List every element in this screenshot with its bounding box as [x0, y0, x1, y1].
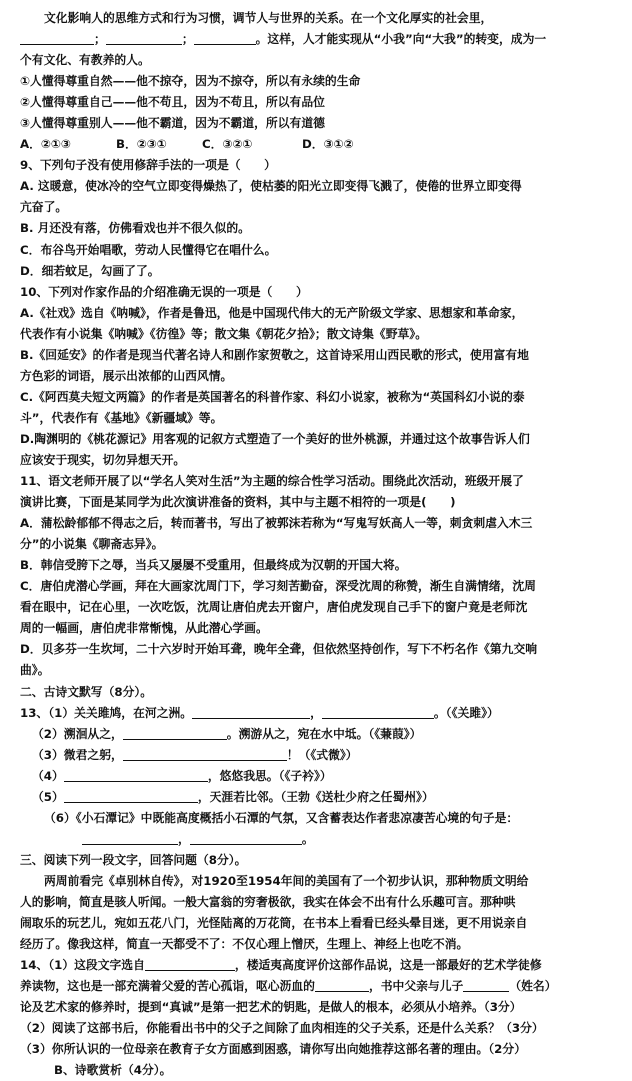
answer-blank[interactable] [145, 957, 235, 971]
question-9-option-b: B. 月还没有落，仿佛看戏也并不很久似的。 [20, 221, 250, 236]
question-10-option-d: D.陶渊明的《桃花源记》用客观的记叙方式塑造了一个美好的世外桃源，并通过这个故事告诉人们 [20, 431, 530, 446]
question-10-option-c: 斗”，代表作有《基地》《新疆域》等。 [20, 410, 223, 425]
question-10-option-c: C.《阿西莫夫短文两篇》的作者是英国著名的科普作家、科幻小说家，被称为“英国科幻小说的泰 [20, 389, 525, 404]
question-10-option-a: A.《社戏》选自《呐喊》，作者是鲁迅，他是中国现代伟大的无产阶级文学家、思想家和革命家， [20, 305, 524, 320]
question-11-option-d: D．贝多芬一生坎坷，二十六岁时开始耳聋，晚年全聋，但依然坚持创作，写下不朽名作《第九交响 [20, 642, 538, 657]
question-13-part-5: （5） ，天涯若比邻。（王勃《送杜少府之任蜀州》） [32, 789, 434, 804]
question-10-option-d: 应该安于现实，切勿异想天开。 [20, 452, 186, 467]
question-13-part-6: （6）《小石潭记》中既能高度概括小石潭的气氛，又含蓄表达作者悲凉凄苦心境的句子是： [44, 810, 519, 825]
option-a[interactable]: A．②①③ [20, 137, 71, 152]
question-14-part-3: （3）你所认识的一位母亲在教育子女方面感到困惑，请你写出向她推荐这部名著的理由。（2分） [20, 1042, 526, 1057]
option-c[interactable]: C．③②① [202, 137, 253, 152]
question-11-option-c: C．唐伯虎潜心学画，拜在大画家沈周门下，学习刻苦勤奋，深受沈周的称赞，渐生自满情绪，沈周 [20, 579, 536, 594]
option-b[interactable]: B．②③① [116, 137, 167, 152]
section-2-title: 二、古诗文默写（8分）。 [20, 684, 153, 699]
question-10-stem: 10、下列对作家作品的介绍准确无误的一项是（ ） [20, 284, 308, 299]
question-14-part-1: 14、（1）这段文字选自 ，楼适夷高度评价这部作品说，这是一部最好的艺术学徒修 [20, 958, 542, 973]
question-11-option-c: 看在眼中，记在心里，一次吃饭，沈周让唐伯虎去开窗户，唐伯虎发现自己手下的窗户竟是老师沈 [20, 600, 528, 615]
question-9-option-a: A. 这暖意，使冰冷的空气立即变得燥热了，使枯萎的阳光立即变得飞溅了，使倦的世界立即变得 [20, 179, 522, 194]
question-13-part-1: 13、（1）关关雎鸠，在河之洲。 ， 。（《关雎》） [20, 705, 499, 720]
answer-blank[interactable] [322, 705, 434, 719]
question-10-option-b: 方色彩的词语，展示出浓郁的山西风情。 [20, 368, 233, 383]
option-d[interactable]: D．③①② [302, 137, 354, 152]
question-14-part-1: 论及艺术家的修养时，提到“真诚”是第一把艺术的钥匙，是做人的根本，必须从小培养。（3分） [20, 1000, 522, 1015]
intro-blanks-line: ； ； 。这样，人才能实现从“小我”向“大我”的转变，成为一 [20, 29, 616, 50]
question-11-option-c: 周的一幅画，唐伯虎非常惭愧，从此潜心学画。 [20, 621, 268, 636]
question-11-option-a: A．蒲松龄郁郁不得志之后，转而著书，写出了被郭沫若称为“写鬼写妖高人一等，刺贪刺虐入木三 [20, 516, 533, 531]
question-13-part-4: （4） ，悠悠我思。（《子衿》） [32, 768, 332, 783]
sentence-3: ③人懂得尊重别人——他不霸道，因为不霸道，所以有道德 [20, 116, 325, 131]
answer-options [20, 134, 616, 155]
answer-blank[interactable] [20, 31, 94, 45]
question-11-stem: 11、语文老师开展了以“学名人笑对生活”为主题的综合性学习活动。围绕此次活动，班级开展了 [20, 474, 524, 489]
question-13-part-3: （3）微君之躬， ！（《式微》） [32, 747, 358, 762]
question-13-part-6-blanks: ， 。 [20, 829, 616, 850]
question-13-part-2: （2）溯洄从之， 。溯游从之，宛在水中坻。（《蒹葭》） [32, 726, 422, 741]
answer-blank[interactable] [192, 705, 310, 719]
reading-passage: 闹取乐的玩艺儿，宛如五花八门，光怪陆离的万花筒，在书本上看看已经头晕目迷，更不用说亲自 [20, 916, 528, 931]
question-9-stem: 9、下列句子没有使用修辞手法的一项是（ ） [20, 158, 276, 173]
question-11-option-b: B．韩信受胯下之辱，当兵又屡屡不受重用，但最终成为汉朝的开国大将。 [20, 558, 407, 573]
sentence-2: ②人懂得尊重自己——他不苟且，因为不苟且，所以有品位 [20, 95, 325, 110]
answer-blank[interactable] [194, 31, 256, 45]
answer-blank[interactable] [82, 831, 178, 845]
answer-blank[interactable] [463, 978, 509, 992]
intro-text: 文化影响人的思维方式和行为习惯，调节人与世界的关系。在一个文化厚实的社会里， [44, 11, 493, 25]
question-11-option-a: 分”的小说集《聊斋志异》。 [20, 537, 164, 552]
section-3-title: 三、阅读下列一段文字，回答问题（8分）。 [20, 852, 247, 867]
answer-blank[interactable] [315, 978, 369, 992]
reading-passage: 人的影响，简直是骇人听闻。一般大富翁的穷奢极欲，我实在体会不出有什么乐趣可言。那种哄 [20, 894, 516, 909]
question-9-option-c: C．布谷鸟开始唱歌，劳动人民懂得它在唱什么。 [20, 242, 277, 257]
question-14-part-1: 养读物，这也是一部充满着父爱的苦心孤诣，呕心沥血的 ，书中父亲与儿子 （姓名） [20, 979, 557, 994]
answer-blank[interactable] [190, 831, 302, 845]
answer-blank[interactable] [123, 726, 227, 740]
question-11-stem: 演讲比赛，下面是某同学为此次演讲准备的资料，其中与主题不相符的一项是( ) [20, 495, 456, 510]
poem-section-title: B、诗歌赏析（4分）。 [54, 1063, 172, 1078]
question-10-option-b: B.《回延安》的作者是现当代著名诗人和剧作家贺敬之，这首诗采用山西民歌的形式，使用富有地 [20, 347, 529, 362]
intro-text: 个有文化、有教养的人。 [20, 53, 150, 68]
answer-blank[interactable] [123, 747, 287, 761]
reading-passage: 两周前看完《卓别林自传》，对1920至1954年间的美国有了一个初步认识，那种物质文明给 [44, 873, 529, 888]
sentence-1: ①人懂得尊重自然——他不掠夺，因为不掠夺，所以有永续的生命 [20, 74, 361, 89]
answer-blank[interactable] [64, 768, 208, 782]
question-9-option-a: 亢奋了。 [20, 200, 68, 215]
question-9-option-d: D．细若蚊足，勾画了了。 [20, 263, 160, 278]
question-11-option-d: 曲》。 [20, 663, 50, 678]
reading-passage: 经历了。像我这样，简直一天都受不了：不仅心理上憎厌，生理上、神经上也吃不消。 [20, 937, 469, 952]
answer-blank[interactable] [106, 31, 182, 45]
question-14-part-2: （2）阅读了这部书后，你能看出书中的父子之间除了血肉相连的父子关系，还是什么关系？（3分） [20, 1021, 544, 1036]
answer-blank[interactable] [64, 789, 198, 803]
question-10-option-a: 代表作有小说集《呐喊》《彷徨》等；散文集《朝花夕拾》；散文诗集《野草》。 [20, 326, 427, 341]
